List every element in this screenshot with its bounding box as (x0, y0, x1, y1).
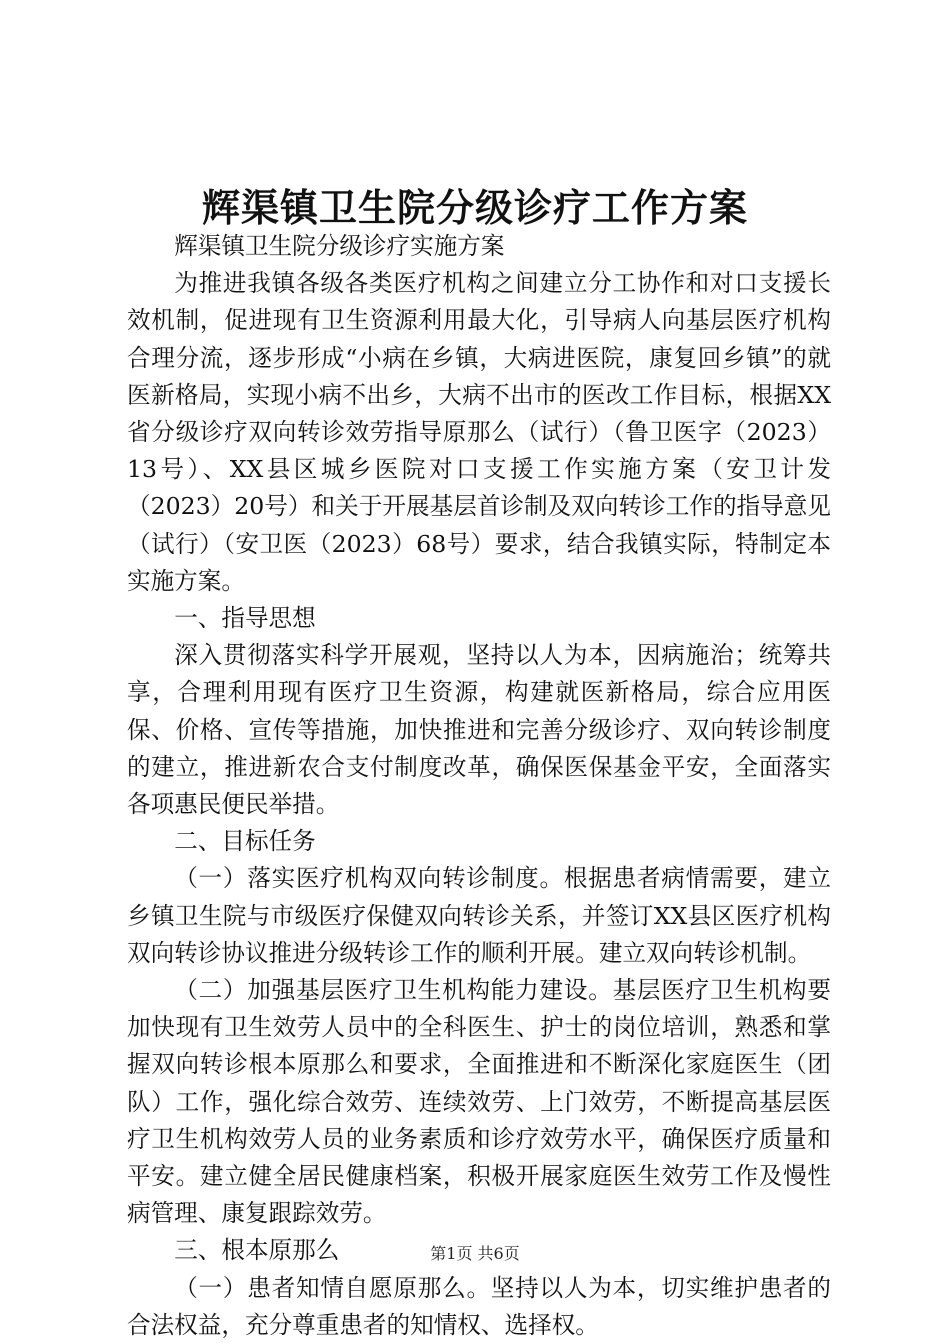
paragraph-intro: 为推进我镇各级各类医疗机构之间建立分工协作和对口支援长效机制，促进现有卫生资源利用最大化，引导病人向基层医疗机构合理分流，逐步形成“小病在乡镇，大病进医院，康复回乡镇”的就医新格局，实现小病不出乡，大病不出市的医改工作目标，根据XX省分级诊疗双向转诊效劳指导原那么（试行）（鲁卫医字（2023）13号）、XX县区城乡医院对口支援工作实施方案（安卫计发（2023）20号）和关于开展基层首诊制及双向转诊工作的指导意见（试行）（安卫医（2023）68号）要求，结合我镇实际，特制定本实施方案。 (127, 269, 831, 595)
paragraph-subtitle: 辉渠镇卫生院分级诊疗实施方案 (174, 232, 505, 260)
paragraph-guiding-ideology: 深入贯彻落实科学开展观，坚持以人为本，因病施治；统筹共享，合理利用现有医疗卫生资源，构建就医新格局，综合应用医保、价格、宣传等措施，加快推进和完善分级诊疗、双向转诊制度的建立，推进新农合支付制度改革，确保医保基金平安，全面落实各项惠民便民举措。 (127, 641, 831, 819)
paragraph-goal-2: （二）加强基层医疗卫生机构能力建设。基层医疗卫生机构要加快现有卫生效劳人员中的全科医生、护士的岗位培训，熟悉和掌握双向转诊根本原那么和要求，全面推进和不断深化家庭医生（团队）工作，强化综合效劳、连续效劳、上门效劳，不断提高基层医疗卫生机构效劳人员的业务素质和诊疗效劳水平，确保医疗质量和平安。建立健全居民健康档案，积极开展家庭医生效劳工作及慢性病管理、康复跟踪效劳。 (127, 976, 831, 1228)
document-body (127, 228, 831, 1344)
section-heading-guiding-ideology: 一、指导思想 (174, 604, 316, 633)
paragraph-principle-1: （一）患者知情自愿原那么。坚持以人为本，切实维护患者的合法权益，充分尊重患者的知情权、选择权。 (127, 1273, 831, 1339)
page-footer: 第1页 共6页 (430, 1244, 520, 1263)
document-title: 辉渠镇卫生院分级诊疗工作方案 (201, 185, 748, 230)
section-heading-goals: 二、目标任务 (174, 827, 316, 856)
paragraph-goal-1: （一）落实医疗机构双向转诊制度。根据患者病情需要，建立乡镇卫生院与市级医疗保健双向转诊关系，并签订XX县区医疗机构双向转诊协议推进分级转诊工作的顺利开展。建立双向转诊机制。 (127, 864, 831, 967)
section-heading-principles: 三、根本原那么 (174, 1236, 340, 1265)
